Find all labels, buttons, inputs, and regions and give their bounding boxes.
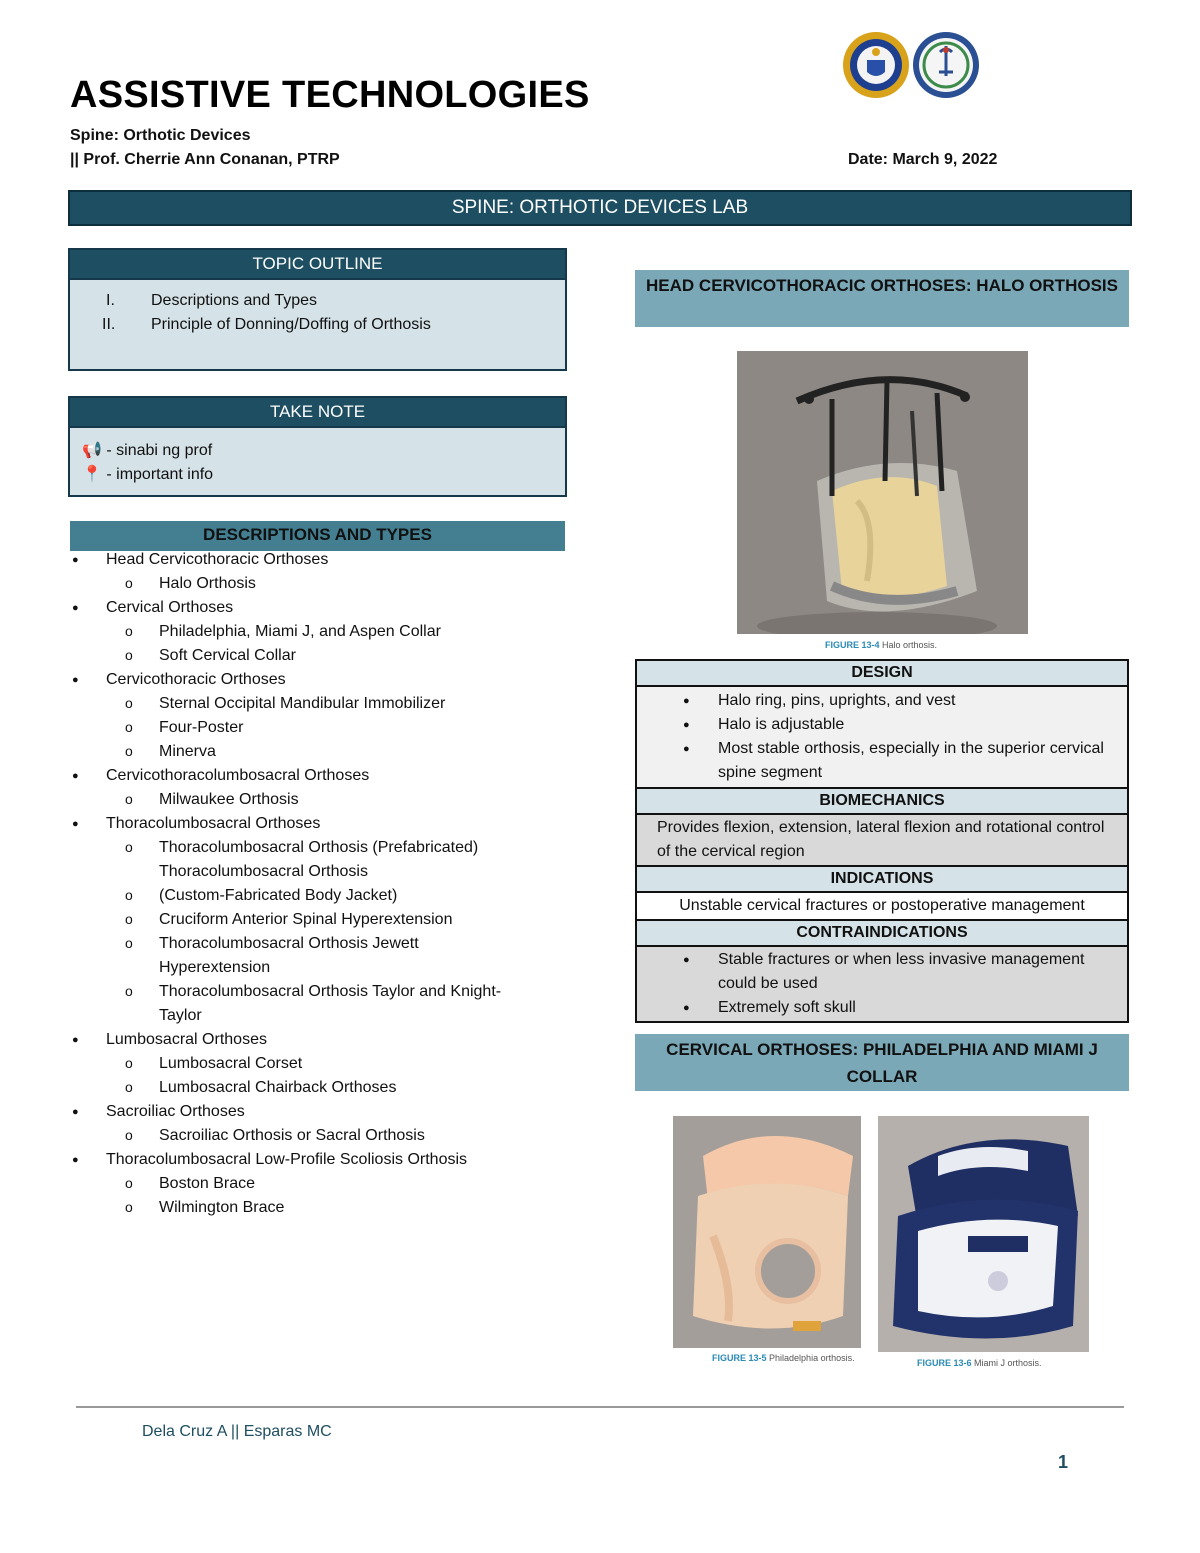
topic-outline-box [68, 248, 567, 371]
description-subitem: o Thoracolumbosacral Orthosis (Prefabricated) Thoracolumbosacral Orthosis [70, 836, 570, 884]
philadelphia-figure-caption [712, 1353, 855, 1363]
figure-caption-text: Miami J orthosis. [974, 1358, 1042, 1368]
description-subitem: o Philadelphia, Miami J, and Aspen Collar [70, 620, 570, 644]
outline-item-number: II. [102, 316, 116, 333]
halo-info-table [635, 659, 1129, 1023]
contraindication-item: ● Extremely soft skull [637, 996, 1107, 1020]
design-item: ● Halo is adjustable [637, 713, 1127, 737]
description-subitem: o Sternal Occipital Mandibular Immobilizer [70, 692, 570, 716]
contraindications-heading: CONTRAINDICATIONS [637, 921, 1127, 947]
halo-orthosis-image [737, 351, 1028, 634]
take-note-line: 📢 - sinabi ng prof [82, 442, 213, 459]
figure-label: FIGURE 13-5 [712, 1353, 767, 1363]
date-line: Date: March 9, 2022 [848, 151, 998, 168]
outline-item-label: Descriptions and Types [151, 292, 318, 309]
figure-caption-text: Halo orthosis. [882, 640, 938, 650]
college-seal-icon [911, 30, 981, 100]
footer-divider [76, 1406, 1124, 1408]
design-heading: DESIGN [637, 661, 1127, 687]
figure-label: FIGURE 13-6 [917, 1358, 972, 1368]
description-subitem: o Sacroiliac Orthosis or Sacral Orthosis [70, 1124, 570, 1148]
description-subitem: o Lumbosacral Chairback Orthoses [70, 1076, 570, 1100]
descriptions-list [70, 548, 570, 1220]
design-body [637, 687, 1127, 789]
topic-outline-heading: TOPIC OUTLINE [70, 250, 565, 280]
lab-title-banner: SPINE: ORTHOTIC DEVICES LAB [68, 190, 1132, 226]
miami-j-collar-image [878, 1116, 1089, 1352]
university-seal-icon [841, 30, 911, 100]
indications-heading: INDICATIONS [637, 867, 1127, 893]
description-category: ● Thoracolumbosacral Low-Profile Scoliosis Orthosis [70, 1148, 570, 1172]
footer-authors: Dela Cruz A || Esparas MC [142, 1423, 332, 1440]
miami-j-figure-caption [917, 1358, 1042, 1368]
design-item: ● Halo ring, pins, uprights, and vest [637, 689, 1127, 713]
description-subitem: o Halo Orthosis [70, 572, 570, 596]
description-category: ● Lumbosacral Orthoses [70, 1028, 570, 1052]
contraindications-body [637, 947, 1127, 1021]
description-subitem: o Thoracolumbosacral Orthosis Jewett Hyperextension [70, 932, 570, 980]
halo-heading: HEAD CERVICOTHORACIC ORTHOSES: HALO ORTHOSIS [635, 270, 1129, 327]
descriptions-heading: DESCRIPTIONS AND TYPES [70, 521, 565, 551]
halo-figure-caption [825, 640, 937, 650]
description-category: ● Cervicothoracic Orthoses [70, 668, 570, 692]
indications-text: Unstable cervical fractures or postoperative management [637, 893, 1127, 921]
outline-item-label: Principle of Donning/Doffing of Orthosis [151, 316, 431, 333]
take-note-line: 📍 - important info [82, 466, 214, 483]
document-title: ASSISTIVE TECHNOLOGIES [70, 74, 590, 116]
description-subitem: o Minerva [70, 740, 570, 764]
description-category: ● Cervical Orthoses [70, 596, 570, 620]
description-category: ● Sacroiliac Orthoses [70, 1100, 570, 1124]
description-category: ● Head Cervicothoracic Orthoses [70, 548, 570, 572]
philadelphia-collar-image [673, 1116, 861, 1348]
description-subitem: o Boston Brace [70, 1172, 570, 1196]
outline-item-number: I. [106, 292, 115, 309]
page-number: 1 [1058, 1452, 1069, 1472]
take-note-heading: TAKE NOTE [70, 398, 565, 428]
cervical-heading: CERVICAL ORTHOSES: PHILADELPHIA AND MIAMI J COLLAR [635, 1034, 1129, 1091]
design-item: ● Most stable orthosis, especially in the superior cervical spine segment [637, 737, 1127, 785]
description-subitem: o Lumbosacral Corset [70, 1052, 570, 1076]
description-subitem: o Four-Poster [70, 716, 570, 740]
document-subtitle: Spine: Orthotic Devices [70, 127, 251, 144]
take-note-box [68, 396, 567, 497]
biomechanics-text: Provides flexion, extension, lateral flexion and rotational control of the cervical region [637, 815, 1127, 867]
biomechanics-heading: BIOMECHANICS [637, 789, 1127, 815]
description-subitem: o Cruciform Anterior Spinal Hyperextension [70, 908, 570, 932]
figure-caption-text: Philadelphia orthosis. [769, 1353, 855, 1363]
description-category: ● Cervicothoracolumbosacral Orthoses [70, 764, 570, 788]
description-subitem: o Thoracolumbosacral Orthosis Taylor and Knight-Taylor [70, 980, 570, 1028]
professor-line: || Prof. Cherrie Ann Conanan, PTRP [70, 151, 340, 168]
contraindication-item: ● Stable fractures or when less invasive management could be used [637, 948, 1107, 996]
description-subitem: o (Custom-Fabricated Body Jacket) [70, 884, 570, 908]
figure-label: FIGURE 13-4 [825, 640, 880, 650]
description-subitem: o Wilmington Brace [70, 1196, 570, 1220]
description-category: ● Thoracolumbosacral Orthoses [70, 812, 570, 836]
description-subitem: o Milwaukee Orthosis [70, 788, 570, 812]
description-subitem: o Soft Cervical Collar [70, 644, 570, 668]
